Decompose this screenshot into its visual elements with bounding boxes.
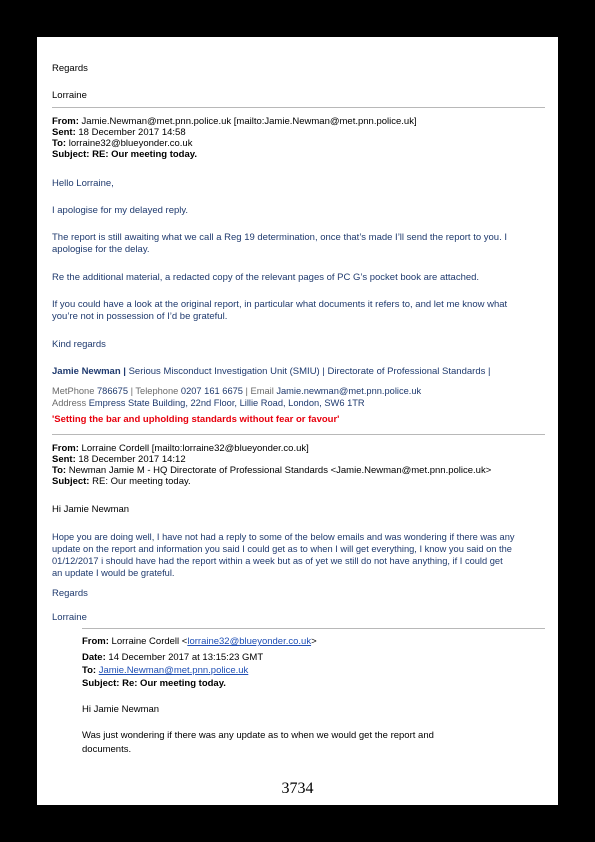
date-value: 14 December 2017 at 13:15:23 GMT [105,652,264,663]
email1-paragraph-2b: apologise for the delay. [52,244,150,255]
email1-paragraph-4b: you’re not in possession of I’d be grateful. [52,311,228,322]
email3-body-line-1: Was just wondering if there was any update as to when we would get the report and [82,730,434,741]
subject-label: Subject: [52,476,90,487]
from-value: Jamie.Newman@met.pnn.police.uk [mailto:Jamie.Newman@met.pnn.police.uk] [78,116,417,127]
signature-name: Jamie Newman | [52,366,126,377]
email3-greeting: Hi Jamie Newman [82,704,160,715]
from-label: From: [82,636,109,647]
email1-subject-line [52,149,197,161]
email2-greeting: Hi Jamie Newman [52,504,130,515]
document-page [37,37,558,805]
email2-subject-line [52,476,191,488]
telephone-label: | Telephone [128,386,179,396]
page-number: 3734 [281,780,314,797]
to-value: lorraine32@blueyonder.co.uk [66,138,193,149]
email2-body-line-3: 01/12/2017 i should have had the report within a week but as of yet we still do not have anything, if I could get [52,556,503,566]
subject-label: Subject: [52,149,90,160]
email2-body-line-4: an update I would be grateful. [52,568,175,578]
sent-value: 18 December 2017 14:12 [75,454,186,465]
to-email-link[interactable]: Jamie.Newman@met.pnn.police.uk [98,665,249,676]
from-label: From: [52,116,79,127]
signature-unit: Serious Misconduct Investigation Unit (SMIU) | Directorate of Professional Standards | [125,366,491,377]
date-label: Date: [82,652,106,663]
email1-paragraph-4a: If you could have a look at the original report, in particular what documents it refers to, and let me know what [52,299,508,310]
top-name: Lorraine [52,90,87,101]
email1-signoff: Kind regards [52,339,106,350]
email1-paragraph-3: Re the additional material, a redacted copy of the relevant pages of PC G’s pocket book are attached. [52,272,480,283]
address-value: Empress State Building, 22nd Floor, Lillie Road, London, SW6 1TR [86,398,365,408]
from-value: Lorraine Cordell [mailto:lorraine32@blueyonder.co.uk] [78,443,309,454]
address-label: Address [52,398,87,408]
to-value: Newman Jamie M - HQ Directorate of Professional Standards <Jamie.Newman@met.pnn.police.uk> [66,465,492,476]
email-value: Jamie.newman@met.pnn.police.uk [273,386,422,396]
sent-label: Sent: [52,127,76,138]
metphone-label: MetPhone [52,386,95,396]
from-end: > [311,636,317,647]
email1-paragraph-1: I apologise for my delayed reply. [52,205,189,216]
to-label: To: [52,465,67,476]
signature-contact-line [52,385,421,397]
email3-from-line [82,636,317,648]
top-regards: Regards [52,63,88,74]
divider [52,107,545,108]
email1-greeting: Hello Lorraine, [52,178,114,189]
signature-name-line [52,366,490,378]
subject-value: RE: Our meeting today. [89,149,197,160]
metphone-value: 786675 [94,386,128,396]
sent-label: Sent: [52,454,76,465]
divider [82,628,545,629]
telephone-value: 0207 161 6675 [178,386,243,396]
from-email-link[interactable]: lorraine32@blueyonder.co.uk [187,636,312,647]
divider [52,434,545,435]
signature-address-line [52,397,365,409]
email2-name: Lorraine [52,612,87,623]
email3-body-line-2: documents. [82,744,132,755]
email3-date-line [82,652,263,664]
to-label: To: [82,665,97,676]
email2-body-line-1: Hope you are doing well, I have not had a reply to some of the below emails and was wondering if there was any [52,532,515,542]
email3-to-line [82,665,248,677]
signature-motto: 'Setting the bar and upholding standards without fear or favour' [52,414,340,425]
email-label: | Email [242,386,274,396]
email2-regards: Regards [52,588,88,599]
sent-value: 18 December 2017 14:58 [75,127,186,138]
from-label: From: [52,443,79,454]
email3-subject-line: Subject: Re: Our meeting today. [82,678,226,689]
email1-paragraph-2a: The report is still awaiting what we call a Reg 19 determination, once that’s made I’ll send the report to you. I [52,232,508,243]
from-value: Lorraine Cordell < [108,636,188,647]
to-label: To: [52,138,67,149]
subject-value: RE: Our meeting today. [89,476,191,487]
email2-body-line-2: update on the report and information you said I could get as to when I will get everything, I know you said on the [52,544,512,554]
